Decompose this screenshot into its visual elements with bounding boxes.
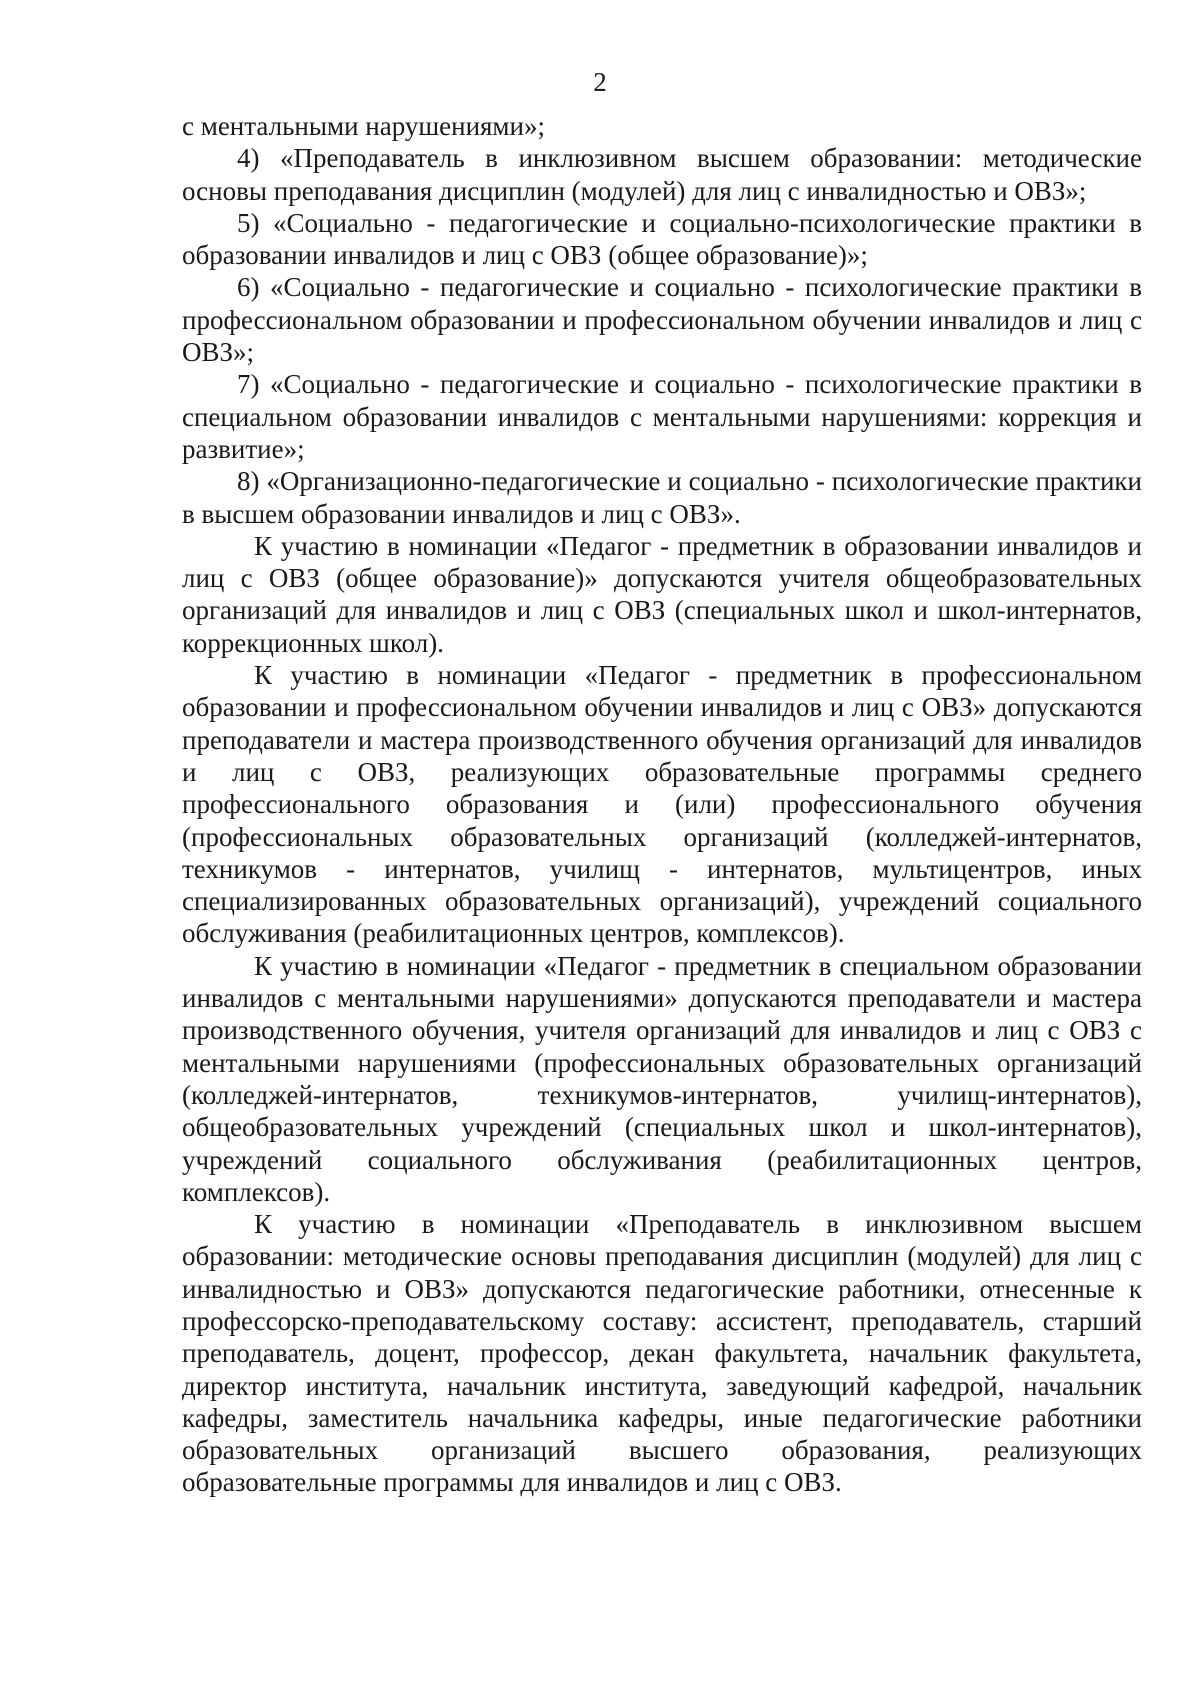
- list-item-6: 6) «Социально - педагогические и социально - психологические практики в профессиональном образовании и профессиональном обучении инвалидов и лиц с ОВЗ»;: [182, 272, 1142, 368]
- paragraph-continuation: с ментальными нарушениями»;: [182, 111, 545, 141]
- list-item-7: 7) «Социально - педагогические и социально - психологические практики в специальном образовании инвалидов с ментальными нарушениями: коррекция и развитие»;: [182, 369, 1142, 464]
- list-item-5: 5) «Социально - педагогические и социально-психологические практики в образовании инвалидов и лиц с ОВЗ (общее образование)»;: [182, 207, 1142, 271]
- list-item-4: 4) «Преподаватель в инклюзивном высшем образовании: методические основы преподавания дисциплин (модулей) для лиц с инвалидностью и ОВЗ»;: [182, 143, 1142, 206]
- paragraph-professional-education: К участию в номинации «Педагог - предметник в профессиональном образовании и профессиональном обучении инвалидов и лиц с ОВЗ» допускаются преподаватели и мастера производственного обучения организаций для инвалидов и лиц с ОВЗ, реализующих образовательные программы среднего профессионального образования и (или) профессионального обучения (профессиональных образовательных организаций (колледжей-интернатов, техникумов - интернатов, училищ - интернатов, мультицентров, иных специализированных образовательных организаций), учреждений социального обслуживания (реабилитационных центров, комплексов).: [182, 660, 1142, 949]
- page-number: 2: [593, 67, 607, 97]
- paragraph-higher-education: К участию в номинации «Преподаватель в инклюзивном высшем образовании: методические основы преподавания дисциплин (модулей) для лиц с инвалидностью и ОВЗ» допускаются педагогические работники, отнесенные к профессорско-преподавательскому составу: ассистент, преподаватель, старший преподаватель, доцент, профессор, декан факультета, начальник факультета, директор института, начальник института, заведующий кафедрой, начальник кафедры, заместитель начальника кафедры, иные педагогические работники образовательных организаций высшего образования, реализующих образовательные программы для инвалидов и лиц с ОВЗ.: [182, 1209, 1142, 1498]
- document-body: [182, 110, 1142, 1499]
- list-item-8: 8) «Организационно-педагогические и социально - психологические практики в высшем образовании инвалидов и лиц с ОВЗ».: [182, 466, 1142, 529]
- paragraph-special-education: К участию в номинации «Педагог - предметник в специальном образовании инвалидов с ментальными нарушениями» допускаются преподаватели и мастера производственного обучения, учителя организаций для инвалидов и лиц с ОВЗ с ментальными нарушениями (профессиональных образовательных организаций (колледжей-интернатов, техникумов-интернатов, училищ-интернатов), общеобразовательных учреждений (специальных школ и школ-интернатов), учреждений социального обслуживания (реабилитационных центров, комплексов).: [182, 950, 1142, 1207]
- paragraph-general-education: К участию в номинации «Педагог - предметник в образовании инвалидов и лиц с ОВЗ (общее образование)» допускаются учителя общеобразовательных организаций для инвалидов и лиц с ОВЗ (специальных школ и школ-интернатов, коррекционных школ).: [182, 530, 1142, 658]
